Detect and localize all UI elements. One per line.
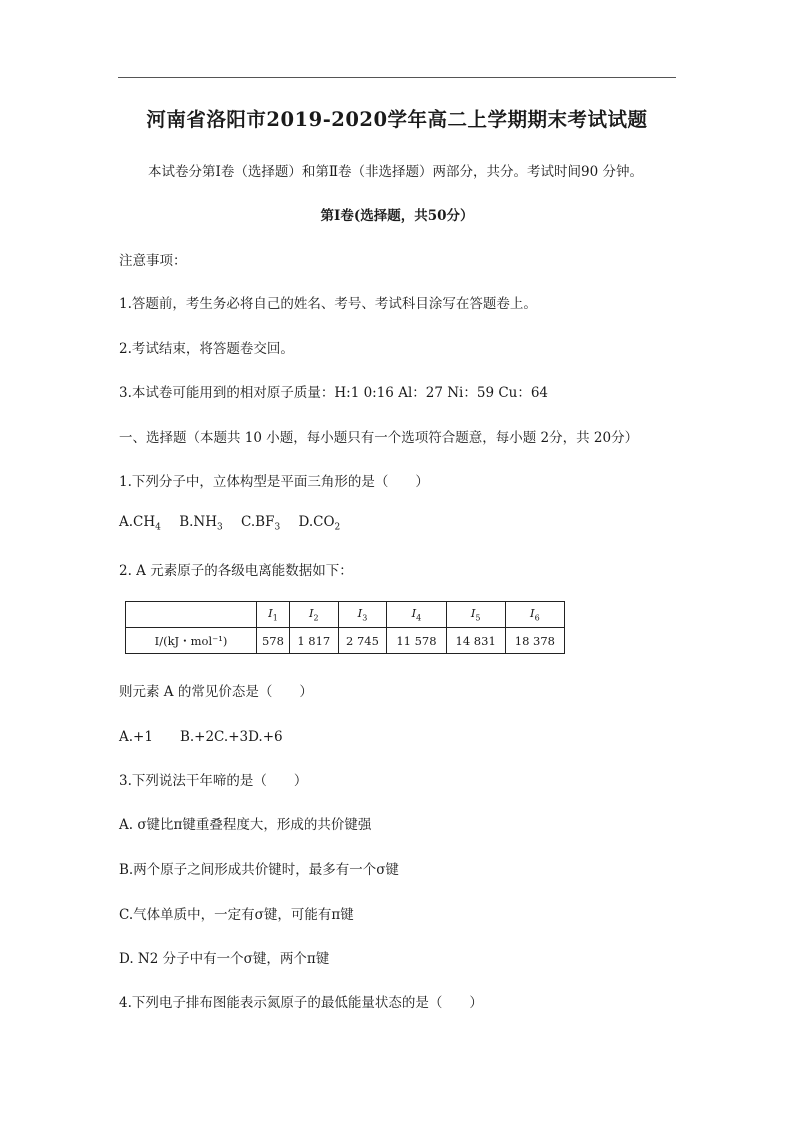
q2-stem: 2. A 元素原子的各级电离能数据如下： [119,563,353,579]
table-cell-i2: 1 817 [289,628,338,654]
note-item-3: 3.本试卷可能用到的相对原子质量：H:1 0:16 Al：27 Ni：59 Cu：64 [119,385,549,401]
q1-stem: 1.下列分子中，立体构型是平面三角形的是（ ） [119,474,429,490]
table-header-row [126,602,565,628]
q1-option-a: $A.CH_4$ [119,514,161,533]
table-header-i3: $I_3$ [338,602,387,628]
q3-option-b: B.两个原子之间形成共价键时，最多有一个σ键 [119,862,399,878]
q1-options [119,514,354,533]
table-header-i6: $I_6$ [505,602,564,628]
q2-options: A.+1 B.+2C.+3D.+6 [119,729,283,745]
table-cell-i3: 2 745 [338,628,387,654]
table-corner-cell [126,602,257,628]
table-cell-i6: 18 378 [505,628,564,654]
header-rule [118,77,676,78]
table-row-label: I/(kJ・mol⁻¹) [126,628,257,654]
table-row [126,628,565,654]
q3-option-c: C.气体单质中，一定有σ键，可能有π键 [119,907,354,923]
intro-text: 本试卷分第Ⅰ卷（选择题）和第Ⅱ卷（非选择题）两部分，共分。考试时间90 分钟。 [148,164,643,180]
page-title: 河南省洛阳市2019-2020学年高二上学期期末考试试题 [146,108,648,131]
q1-option-c: $C.BF_3$ [241,514,281,533]
q1-option-d: $D.CO_2$ [298,514,341,533]
table-header-i2: $I_2$ [289,602,338,628]
table-cell-i4: 11 578 [387,628,446,654]
section1-heading: 第Ⅰ卷(选择题，共50分） [320,208,474,224]
note-item-2: 2.考试结束，将答题卷交回。 [119,341,294,357]
table-cell-i1: 578 [257,628,290,654]
table-cell-i5: 14 831 [446,628,505,654]
q1-option-b: $B.NH_3$ [179,514,223,533]
note-item-1: 1.答题前，考生务必将自己的姓名、考号、考试科目涂写在答题卷上。 [119,296,537,312]
q4-stem: 4.下列电子排布图能表示氮原子的最低能量状态的是（ ） [119,995,483,1011]
q2-question: 则元素 A 的常见价态是（ ） [119,684,313,700]
notes-heading: 注意事项： [119,253,187,269]
table-header-i1: $I_1$ [257,602,290,628]
table-header-i4: $I_4$ [387,602,446,628]
table-header-i5: $I_5$ [446,602,505,628]
q3-option-d: D. N2 分子中有一个σ键，两个π键 [119,951,330,967]
q3-option-a: A. σ键比π键重叠程度大，形成的共价键强 [119,817,372,833]
part1-heading: 一、选择题（本题共 10 小题，每小题只有一个选项符合题意，每小题 2分，共 20分） [119,430,639,446]
q3-stem: 3.下列说法干年啼的是（ ） [119,773,308,789]
ionization-energy-table [125,601,565,654]
